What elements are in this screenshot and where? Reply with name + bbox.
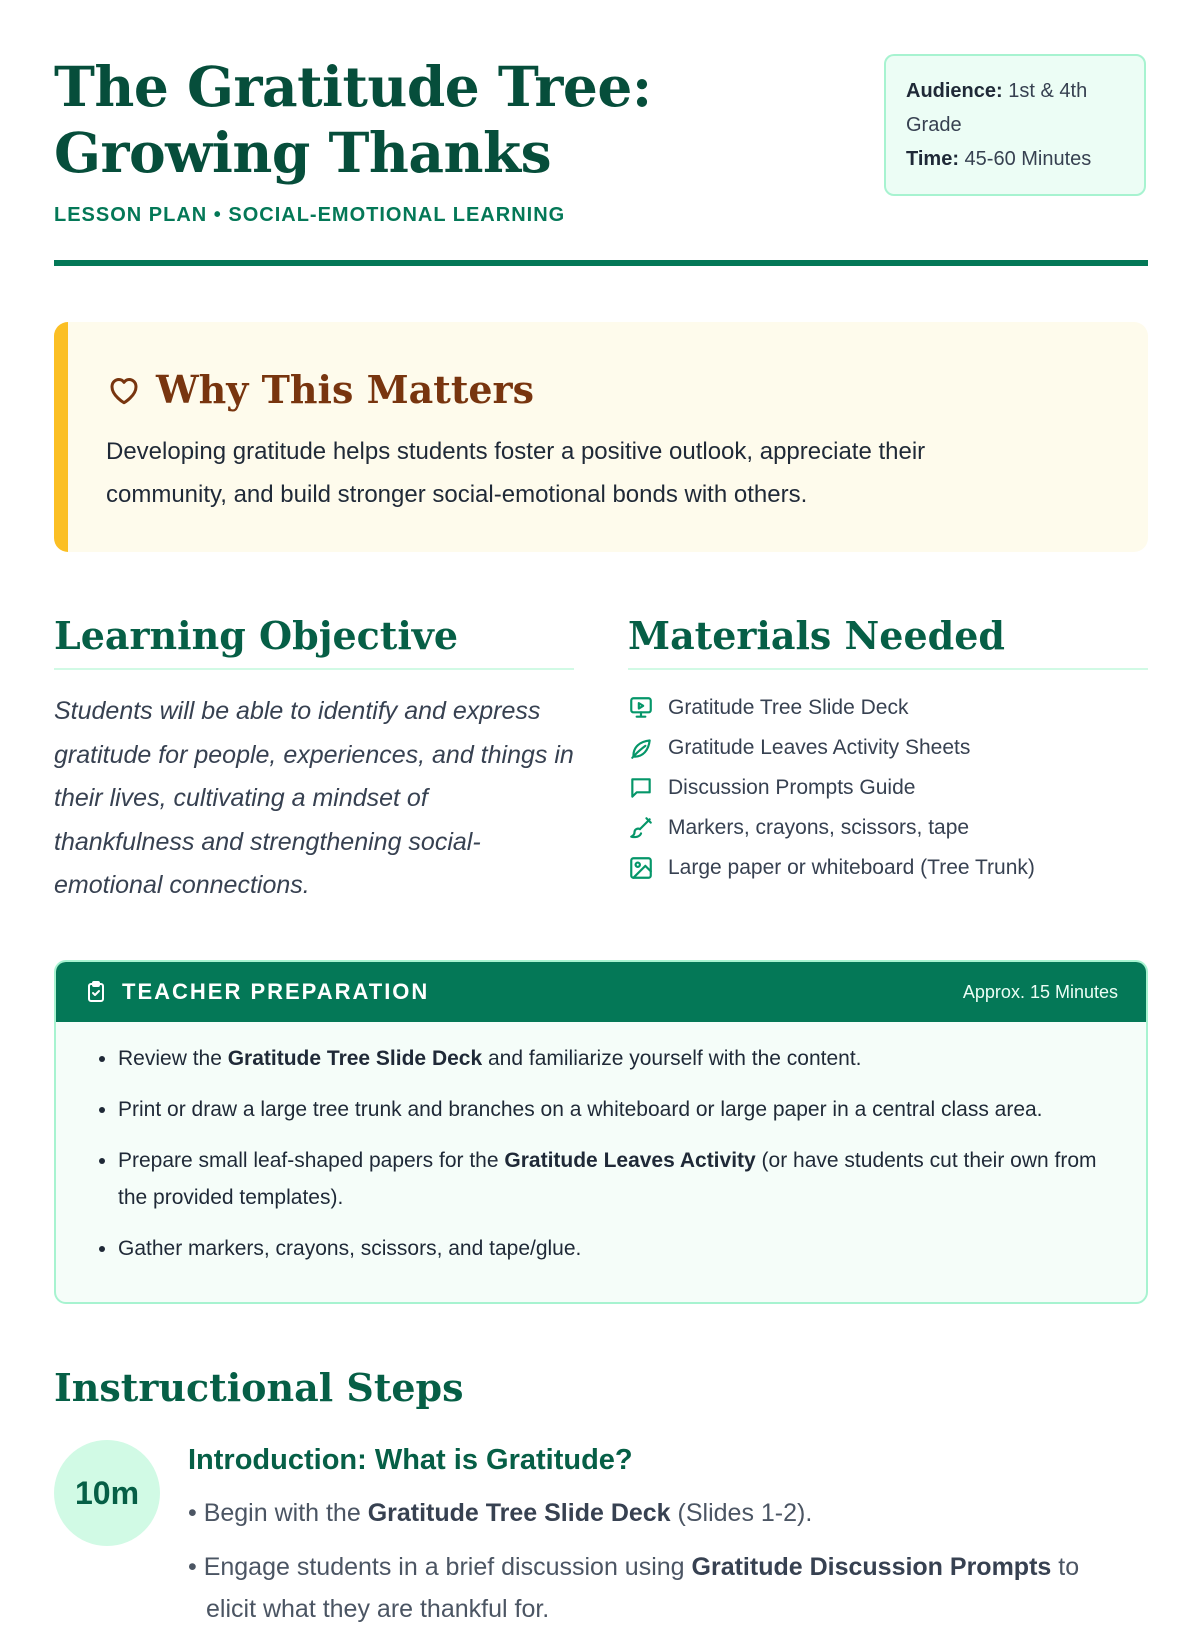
prep-emphasis: Gratitude Tree Slide Deck (227, 1047, 483, 1070)
presentation-icon (628, 695, 654, 721)
time-label: Time: (906, 148, 959, 170)
audience-label: Audience: (906, 80, 1003, 102)
step-emphasis: Gratitude Discussion Prompts (691, 1553, 1052, 1581)
step-text: • Engage students in a brief discussion using (188, 1553, 692, 1581)
material-label: Gratitude Leaves Activity Sheets (668, 736, 971, 759)
time-value: 45-60 Minutes (964, 148, 1092, 170)
prep-text: Prepare small leaf-shaped papers for the (118, 1149, 505, 1172)
header-divider (54, 260, 1148, 266)
step-duration-badge: 10m (54, 1440, 160, 1546)
leaf-icon (628, 735, 654, 761)
material-label: Large paper or whiteboard (Tree Trunk) (668, 856, 1035, 879)
prep-emphasis: Gratitude Leaves Activity (504, 1149, 756, 1172)
page-subtitle: LESSON PLAN • SOCIAL-EMOTIONAL LEARNING (54, 204, 566, 226)
list-item (628, 688, 1035, 728)
materials-list (628, 688, 1035, 888)
materials-heading: Materials Needed (628, 606, 1148, 670)
material-label: Gratitude Tree Slide Deck (668, 696, 909, 719)
prep-text: Gather markers, crayons, scissors, and tape/glue. (118, 1237, 582, 1260)
list-item (118, 1230, 1116, 1267)
heart-icon (106, 372, 142, 408)
list-item (118, 1091, 1116, 1128)
step-line (188, 1582, 1156, 1636)
audience-value: 1st & 4th Grade (906, 80, 1088, 136)
time-row (906, 142, 1124, 176)
step-text: (Slides 1-2). (670, 1499, 813, 1527)
step-text: • Begin with the (188, 1499, 368, 1527)
prep-text: and familiarize yourself with the content. (482, 1047, 862, 1070)
material-label: Markers, crayons, scissors, tape (668, 816, 970, 839)
why-text: Developing gratitude helps students foster a positive outlook, appreciate their community, and build stronger social-emotional bonds with others. (106, 438, 926, 508)
page-title: The Gratitude Tree: Growing Thanks (54, 54, 652, 185)
list-item (118, 1040, 1116, 1077)
objective-heading: Learning Objective (54, 606, 574, 670)
teacher-preparation-card (54, 960, 1148, 1304)
prep-text: (or have students cut their own from the provided templates). (118, 1149, 1097, 1209)
objective-text: Students will be able to identify and express gratitude for people, experiences, and things in their lives, cultivating a mindset of thankfulness and strengthening social-emotional connections. (54, 697, 574, 899)
audience-row (906, 74, 1124, 142)
prep-header (56, 962, 1146, 1022)
list-item (628, 848, 1035, 888)
brush-icon (628, 815, 654, 841)
why-title-row (106, 362, 534, 418)
why-title: Why This Matters (156, 367, 534, 412)
list-item (118, 1142, 1116, 1216)
step-line (188, 1486, 1138, 1540)
prep-title-row (84, 979, 429, 1005)
prep-title: TEACHER PREPARATION (122, 979, 430, 1004)
steps-heading: Instructional Steps (54, 1365, 464, 1410)
list-item (628, 728, 1035, 768)
chat-icon (628, 775, 654, 801)
prep-text: Print or draw a large tree trunk and branches on a whiteboard or large paper in a central class area. (118, 1098, 1043, 1121)
step-text: to (1051, 1553, 1080, 1581)
prep-text: Review the (118, 1047, 228, 1070)
list-item (628, 808, 1035, 848)
step-emphasis: Gratitude Tree Slide Deck (367, 1499, 671, 1527)
image-icon (628, 855, 654, 881)
material-label: Discussion Prompts Guide (668, 776, 916, 799)
clipboard-icon (84, 980, 108, 1004)
prep-list (56, 1022, 1146, 1267)
list-item (628, 768, 1035, 808)
step-title: Introduction: What is Gratitude? (188, 1444, 633, 1476)
lesson-meta-box (884, 54, 1146, 196)
prep-time: Approx. 15 Minutes (962, 981, 1118, 1002)
step-text: elicit what they are thankful for. (206, 1595, 550, 1623)
